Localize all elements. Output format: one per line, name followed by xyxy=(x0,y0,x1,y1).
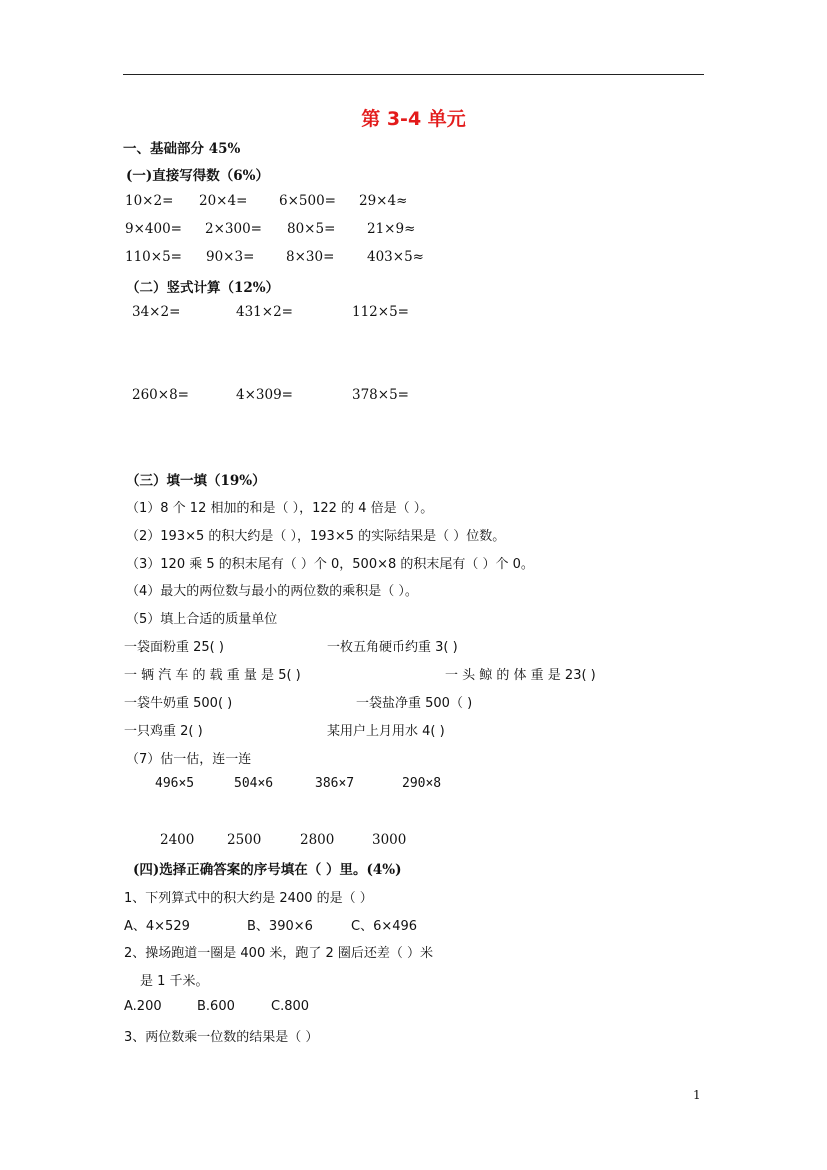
unit-item: 一袋面粉重 25( ) xyxy=(124,640,224,655)
vertical-calc-item: 112×5= xyxy=(352,304,409,320)
oral-item: 80×5= xyxy=(287,221,336,237)
choice-option: C.800 xyxy=(271,999,310,1014)
subsection-heading-choice: (四)选择正确答案的序号填在（ ）里。(4%) xyxy=(133,862,402,878)
estimate-expression: 386×7 xyxy=(315,776,355,791)
estimate-answer: 2400 xyxy=(160,832,195,848)
unit-item: 一只鸡重 2( ) xyxy=(124,724,203,739)
unit-item: 一 头 鲸 的 体 重 是 23( ) xyxy=(445,668,596,683)
unit-item: 一枚五角硬币约重 3( ) xyxy=(327,640,458,655)
page-title: 第 3-4 单元 xyxy=(361,108,466,130)
choice-option: A、4×529 xyxy=(124,919,190,934)
estimate-expression: 504×6 xyxy=(234,776,274,791)
oral-item: 90×3= xyxy=(206,249,255,265)
vertical-calc-item: 431×2= xyxy=(236,304,293,320)
subsection-heading-oral: (一)直接写得数（6%） xyxy=(126,168,269,184)
fill-question: （5）填上合适的质量单位 xyxy=(126,612,278,627)
oral-item: 6×500= xyxy=(279,193,336,209)
vertical-calc-item: 34×2= xyxy=(132,304,181,320)
vertical-calc-item: 378×5= xyxy=(352,387,409,403)
oral-item: 21×9≈ xyxy=(367,221,416,237)
fill-question: （2）193×5 的积大约是（ ），193×5 的实际结果是（ ）位数。 xyxy=(126,529,506,544)
unit-item: 一袋牛奶重 500( ) xyxy=(124,696,233,711)
estimate-answer: 2500 xyxy=(227,832,262,848)
oral-item: 10×2= xyxy=(125,193,174,209)
choice-option: C、6×496 xyxy=(351,919,418,934)
choice-question: 2、操场跑道一圈是 400 米，跑了 2 圈后还差（ ）米 xyxy=(124,946,434,961)
choice-option: B、390×6 xyxy=(247,919,313,934)
vertical-calc-item: 260×8= xyxy=(132,387,189,403)
oral-item: 20×4= xyxy=(199,193,248,209)
fill-question: （3）120 乘 5 的积末尾有（ ）个 0，500×8 的积末尾有（ ）个 0。 xyxy=(126,557,534,572)
oral-item: 29×4≈ xyxy=(359,193,408,209)
choice-question-cont: 是 1 千米。 xyxy=(140,974,209,989)
oral-item: 9×400= xyxy=(125,221,182,237)
oral-item: 403×5≈ xyxy=(367,249,424,265)
section-heading: 一、基础部分 45% xyxy=(123,141,241,157)
unit-item: 一袋盐净重 500（ ) xyxy=(356,696,473,711)
fill-question: （7）估一估，连一连 xyxy=(126,752,252,767)
fill-question: （1）8 个 12 相加的和是（ ），122 的 4 倍是（ ）。 xyxy=(126,501,434,516)
oral-item: 2×300= xyxy=(205,221,262,237)
page-number: 1 xyxy=(693,1088,701,1102)
estimate-expression: 290×8 xyxy=(402,776,442,791)
subsection-heading-fill: （三）填一填（19%） xyxy=(126,473,266,489)
estimate-answer: 2800 xyxy=(300,832,335,848)
header-rule xyxy=(123,74,704,75)
unit-item: 某用户上月用水 4( ) xyxy=(327,724,445,739)
choice-question: 1、下列算式中的积大约是 2400 的是（ ） xyxy=(124,891,373,906)
choice-option: A.200 xyxy=(124,999,162,1014)
fill-question: （4）最大的两位数与最小的两位数的乘积是（ ）。 xyxy=(126,584,418,599)
choice-option: B.600 xyxy=(197,999,235,1014)
estimate-expression: 496×5 xyxy=(155,776,195,791)
subsection-heading-vertical: （二）竖式计算（12%） xyxy=(126,280,280,296)
oral-item: 8×30= xyxy=(286,249,335,265)
estimate-answer: 3000 xyxy=(372,832,407,848)
unit-item: 一 辆 汽 车 的 载 重 量 是 5( ) xyxy=(124,668,301,683)
vertical-calc-item: 4×309= xyxy=(236,387,293,403)
oral-item: 110×5= xyxy=(125,249,182,265)
choice-question: 3、两位数乘一位数的结果是（ ） xyxy=(124,1030,319,1045)
